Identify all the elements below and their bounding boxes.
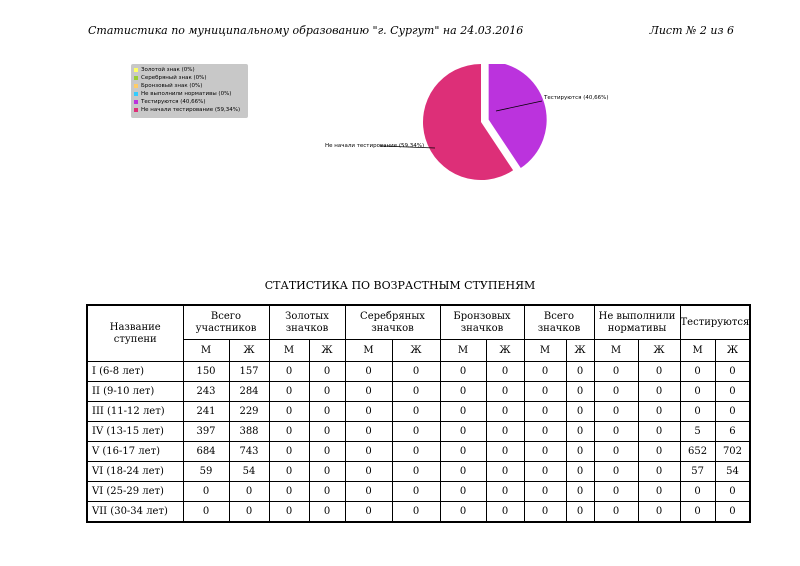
value-cell: 0: [715, 402, 750, 422]
value-cell: 0: [309, 442, 345, 462]
value-cell: 0: [269, 362, 309, 382]
header-group: Тестируются: [680, 305, 750, 340]
table-row: [87, 402, 750, 422]
header-f: Ж: [229, 340, 269, 362]
value-cell: 0: [566, 402, 594, 422]
value-cell: 0: [715, 382, 750, 402]
legend-swatch-gold: [134, 68, 138, 72]
value-cell: 397: [183, 422, 229, 442]
header-f: Ж: [638, 340, 680, 362]
legend-label: Тестируются (40,66%): [141, 99, 206, 105]
value-cell: 0: [524, 362, 566, 382]
legend-label: Серебряный знак (0%): [141, 75, 207, 81]
value-cell: 0: [440, 462, 486, 482]
legend-item: [131, 66, 248, 74]
value-cell: 0: [392, 482, 440, 502]
stage-name-cell: I (6-8 лет): [87, 362, 183, 382]
document-title: Статистика по муниципальному образованию "г. Сургут" на 24.03.2016: [88, 24, 524, 37]
value-cell: 0: [229, 502, 269, 523]
header-f: Ж: [715, 340, 750, 362]
header-m: М: [680, 340, 715, 362]
table-row: [87, 362, 750, 382]
value-cell: 59: [183, 462, 229, 482]
value-cell: 57: [680, 462, 715, 482]
value-cell: 0: [392, 382, 440, 402]
value-cell: 0: [345, 382, 392, 402]
value-cell: 0: [524, 382, 566, 402]
value-cell: 0: [440, 502, 486, 523]
value-cell: 0: [345, 402, 392, 422]
value-cell: 229: [229, 402, 269, 422]
chart-legend: [131, 64, 248, 118]
value-cell: 0: [524, 502, 566, 523]
value-cell: 0: [392, 502, 440, 523]
value-cell: 0: [269, 462, 309, 482]
value-cell: 0: [269, 422, 309, 442]
header-group: Серебряных значков: [345, 305, 440, 340]
value-cell: 0: [566, 422, 594, 442]
header-m: М: [269, 340, 309, 362]
value-cell: 0: [309, 362, 345, 382]
table-row: [87, 442, 750, 462]
value-cell: 0: [440, 442, 486, 462]
legend-swatch-failed: [134, 92, 138, 96]
value-cell: 241: [183, 402, 229, 422]
header-group: Всего участников: [183, 305, 269, 340]
legend-item: [131, 90, 248, 98]
value-cell: 652: [680, 442, 715, 462]
value-cell: 0: [269, 482, 309, 502]
value-cell: 0: [392, 402, 440, 422]
stage-name-cell: VII (30-34 лет): [87, 502, 183, 523]
header-group: Золотых значков: [269, 305, 345, 340]
value-cell: 6: [715, 422, 750, 442]
header-stage-name: Название ступени: [87, 305, 183, 362]
header-m: М: [183, 340, 229, 362]
value-cell: 0: [486, 382, 524, 402]
value-cell: 0: [269, 402, 309, 422]
value-cell: 0: [309, 422, 345, 442]
value-cell: 0: [183, 482, 229, 502]
header-f: Ж: [392, 340, 440, 362]
value-cell: 0: [566, 462, 594, 482]
legend-swatch-testing: [134, 100, 138, 104]
value-cell: 0: [486, 442, 524, 462]
header-m: М: [524, 340, 566, 362]
value-cell: 0: [524, 422, 566, 442]
legend-item: [131, 106, 248, 114]
header-f: Ж: [566, 340, 594, 362]
value-cell: 0: [309, 402, 345, 422]
section-title: СТАТИСТИКА ПО ВОЗРАСТНЫМ СТУПЕНЯМ: [264, 279, 536, 292]
value-cell: 0: [440, 482, 486, 502]
value-cell: 0: [638, 362, 680, 382]
table-row: [87, 382, 750, 402]
stage-name-cell: V (16-17 лет): [87, 442, 183, 462]
legend-swatch-bronze: [134, 84, 138, 88]
value-cell: 0: [638, 462, 680, 482]
value-cell: 0: [345, 482, 392, 502]
legend-swatch-silver: [134, 76, 138, 80]
legend-label: Не начали тестирование (59,34%): [141, 107, 241, 113]
value-cell: 0: [680, 482, 715, 502]
value-cell: 0: [715, 502, 750, 523]
value-cell: 0: [524, 482, 566, 502]
value-cell: 0: [715, 482, 750, 502]
value-cell: 54: [229, 462, 269, 482]
value-cell: 0: [345, 362, 392, 382]
value-cell: 0: [345, 462, 392, 482]
value-cell: 0: [486, 422, 524, 442]
value-cell: 0: [440, 362, 486, 382]
value-cell: 0: [392, 362, 440, 382]
value-cell: 0: [309, 382, 345, 402]
value-cell: 0: [638, 442, 680, 462]
value-cell: 0: [440, 422, 486, 442]
legend-label: Не выполнили нормативы (0%): [141, 91, 232, 97]
value-cell: 0: [309, 502, 345, 523]
value-cell: 0: [680, 502, 715, 523]
value-cell: 743: [229, 442, 269, 462]
value-cell: 0: [524, 402, 566, 422]
value-cell: 0: [638, 482, 680, 502]
callout-testing: Тестируются (40,66%): [544, 95, 609, 101]
value-cell: 0: [638, 402, 680, 422]
header-m: М: [440, 340, 486, 362]
header-group: Всего значков: [524, 305, 594, 340]
legend-item: [131, 82, 248, 90]
value-cell: 0: [594, 442, 638, 462]
value-cell: 0: [309, 462, 345, 482]
value-cell: 0: [486, 502, 524, 523]
value-cell: 0: [524, 442, 566, 462]
stage-name-cell: VI (18-24 лет): [87, 462, 183, 482]
header-group: Не выполнили нормативы: [594, 305, 680, 340]
age-stats-table: [86, 304, 751, 523]
value-cell: 0: [440, 382, 486, 402]
page-number: Лист № 2 из 6: [649, 24, 734, 37]
value-cell: 243: [183, 382, 229, 402]
value-cell: 0: [680, 382, 715, 402]
value-cell: 0: [392, 422, 440, 442]
value-cell: 388: [229, 422, 269, 442]
value-cell: 0: [594, 502, 638, 523]
legend-item: [131, 98, 248, 106]
value-cell: 0: [345, 502, 392, 523]
value-cell: 0: [566, 442, 594, 462]
value-cell: 0: [594, 462, 638, 482]
value-cell: 0: [566, 482, 594, 502]
stage-name-cell: IV (13-15 лет): [87, 422, 183, 442]
value-cell: 0: [486, 482, 524, 502]
table-row: [87, 502, 750, 523]
value-cell: 150: [183, 362, 229, 382]
value-cell: 284: [229, 382, 269, 402]
value-cell: 0: [269, 502, 309, 523]
table-row: [87, 422, 750, 442]
value-cell: 0: [486, 362, 524, 382]
legend-label: Бронзовый знак (0%): [141, 83, 203, 89]
value-cell: 0: [594, 402, 638, 422]
value-cell: 0: [594, 362, 638, 382]
table-body: [87, 362, 750, 523]
value-cell: 0: [638, 502, 680, 523]
stage-name-cell: VI (25-29 лет): [87, 482, 183, 502]
stage-name-cell: II (9-10 лет): [87, 382, 183, 402]
value-cell: 684: [183, 442, 229, 462]
table-row: [87, 482, 750, 502]
value-cell: 0: [486, 402, 524, 422]
legend-label: Золотой знак (0%): [141, 67, 195, 73]
value-cell: 0: [594, 422, 638, 442]
value-cell: 0: [566, 362, 594, 382]
value-cell: 0: [715, 362, 750, 382]
value-cell: 0: [345, 442, 392, 462]
value-cell: 0: [229, 482, 269, 502]
callout-not-started: Не начали тестирование (59,34%): [325, 143, 425, 149]
value-cell: 54: [715, 462, 750, 482]
value-cell: 0: [680, 362, 715, 382]
value-cell: 0: [566, 382, 594, 402]
value-cell: 0: [524, 462, 566, 482]
value-cell: 0: [680, 402, 715, 422]
header-f: Ж: [486, 340, 524, 362]
value-cell: 0: [309, 482, 345, 502]
value-cell: 702: [715, 442, 750, 462]
header-group: Бронзовых значков: [440, 305, 524, 340]
value-cell: 0: [269, 382, 309, 402]
value-cell: 0: [638, 382, 680, 402]
stage-name-cell: III (11-12 лет): [87, 402, 183, 422]
value-cell: 0: [269, 442, 309, 462]
value-cell: 0: [594, 382, 638, 402]
value-cell: 0: [486, 462, 524, 482]
value-cell: 0: [594, 482, 638, 502]
value-cell: 157: [229, 362, 269, 382]
table-row: [87, 462, 750, 482]
value-cell: 0: [440, 402, 486, 422]
legend-item: [131, 74, 248, 82]
header-f: Ж: [309, 340, 345, 362]
value-cell: 0: [345, 422, 392, 442]
header-m: М: [594, 340, 638, 362]
value-cell: 0: [183, 502, 229, 523]
value-cell: 0: [638, 422, 680, 442]
legend-swatch-not-started: [134, 108, 138, 112]
value-cell: 0: [392, 442, 440, 462]
value-cell: 5: [680, 422, 715, 442]
value-cell: 0: [392, 462, 440, 482]
value-cell: 0: [566, 502, 594, 523]
header-m: М: [345, 340, 392, 362]
pie-chart: [310, 64, 650, 184]
